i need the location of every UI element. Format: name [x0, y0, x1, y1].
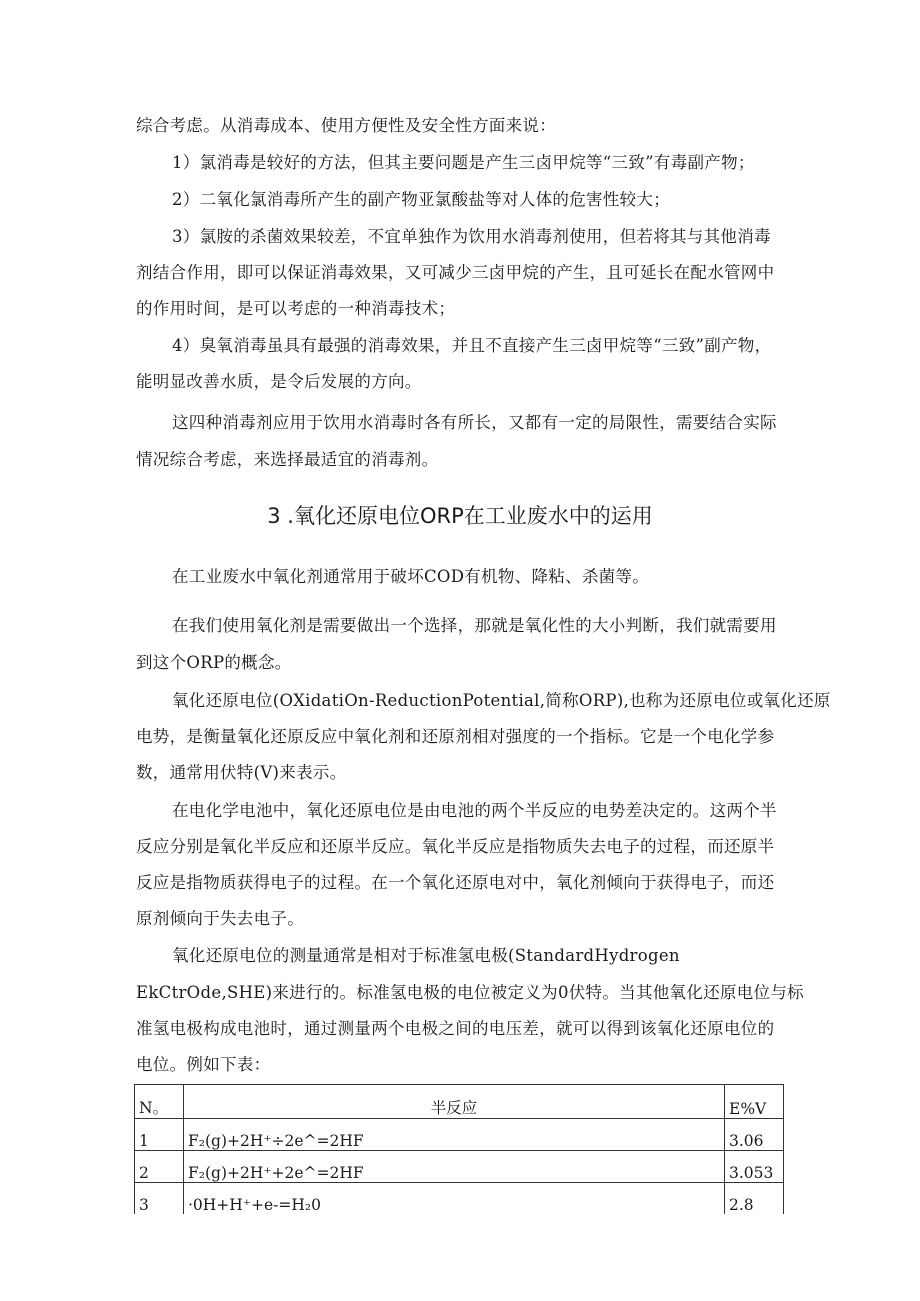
cell-no: 3 [135, 1183, 184, 1215]
header-potential: E%V [725, 1085, 784, 1119]
cell-no: 1 [135, 1119, 184, 1151]
text-line: 电位。例如下表： [136, 1055, 271, 1074]
table-row [135, 1151, 784, 1183]
header-half-reaction: 半反应 [184, 1085, 725, 1119]
text-line: 电势，是衡量氧化还原反应中氧化剂和还原剂相对强度的一个指标。它是一个电化学参 [136, 727, 775, 746]
text-line: 在电化学电池中，氧化还原电位是由电池的两个半反应的电势差决定的。这两个半 [172, 801, 777, 820]
text-line: EkCtrOde,SHE)来进行的。标准氢电极的电位被定义为0伏特。当其他氧化还原电位与标 [136, 983, 804, 1002]
cell-reaction: ·0H+H⁺+e-=H₂0 [184, 1183, 725, 1215]
cell-reaction: F₂(g)+2H⁺÷2e^=2HF [184, 1119, 725, 1151]
header-no: N。 [135, 1085, 184, 1119]
cell-potential: 3.06 [725, 1119, 784, 1151]
cell-potential: 3.053 [725, 1151, 784, 1183]
text-line: 数，通常用伏特(V)来表示。 [136, 763, 347, 782]
text-line: 到这个ORP的概念。 [136, 653, 292, 672]
cell-potential: 2.8 [725, 1183, 784, 1215]
list-item-4-cont: 能明显改善水质，是令后发展的方向。 [136, 372, 422, 391]
list-item-3-cont: 的作用时间，是可以考虑的一种消毒技术； [136, 299, 456, 318]
text-line: 这四种消毒剂应用于饮用水消毒时各有所长，又都有一定的局限性，需要结合实际 [172, 413, 777, 432]
text-line: 在工业废水中氧化剂通常用于破坏COD有机物、降粘、杀菌等。 [172, 567, 650, 586]
text-line: 氧化还原电位(OXidatiOn-ReductionPotential,简称ORP),也称为还原电位或氧化还原 [172, 691, 831, 710]
list-item-3-cont: 剂结合作用，即可以保证消毒效果，又可减少三卤甲烷的产生，且可延长在配水管网中 [136, 263, 775, 282]
text-line: 原剂倾向于失去电子。 [136, 909, 304, 928]
text-line: 在我们使用氧化剂是需要做出一个选择，那就是氧化性的大小判断，我们就需要用 [172, 616, 777, 635]
text-line: 综合考虑。从消毒成本、使用方便性及安全性方面来说： [136, 116, 556, 135]
text-line: 情况综合考虑，来选择最适宜的消毒剂。 [136, 450, 439, 469]
text-line: 反应分别是氧化半反应和还原半反应。氧化半反应是指物质失去电子的过程，而还原半 [136, 837, 775, 856]
text-line: 准氢电极构成电池时，通过测量两个电极之间的电压差，就可以得到该氧化还原电位的 [136, 1019, 775, 1038]
table-row [135, 1183, 784, 1215]
text-line: 反应是指物质获得电子的过程。在一个氧化还原电对中，氧化剂倾向于获得电子，而还 [136, 873, 775, 892]
list-item-3: 3）氯胺的杀菌效果较差，不宜单独作为饮用水消毒剂使用，但若将其与其他消毒 [172, 227, 771, 246]
list-item-1: 1）氯消毒是较好的方法，但其主要问题是产生三卤甲烷等“三致”有毒副产物； [172, 153, 755, 172]
list-item-2: 2）二氧化氯消毒所产生的副产物亚氯酸盐等对人体的危害性较大； [172, 190, 670, 209]
table-row [135, 1119, 784, 1151]
cell-reaction: F₂(g)+2H⁺+2e^=2HF [184, 1151, 725, 1183]
list-item-4: 4）臭氧消毒虽具有最强的消毒效果，并且不直接产生三卤甲烷等“三致”副产物， [172, 336, 772, 355]
text-line: 氧化还原电位的测量通常是相对于标准氢电极(StandardHydrogen [172, 946, 680, 965]
half-reaction-table [134, 1084, 784, 1214]
table-header-row [135, 1085, 784, 1119]
cell-no: 2 [135, 1151, 184, 1183]
section-heading: 3 .氧化还原电位ORP在工业废水中的运用 [267, 504, 653, 528]
